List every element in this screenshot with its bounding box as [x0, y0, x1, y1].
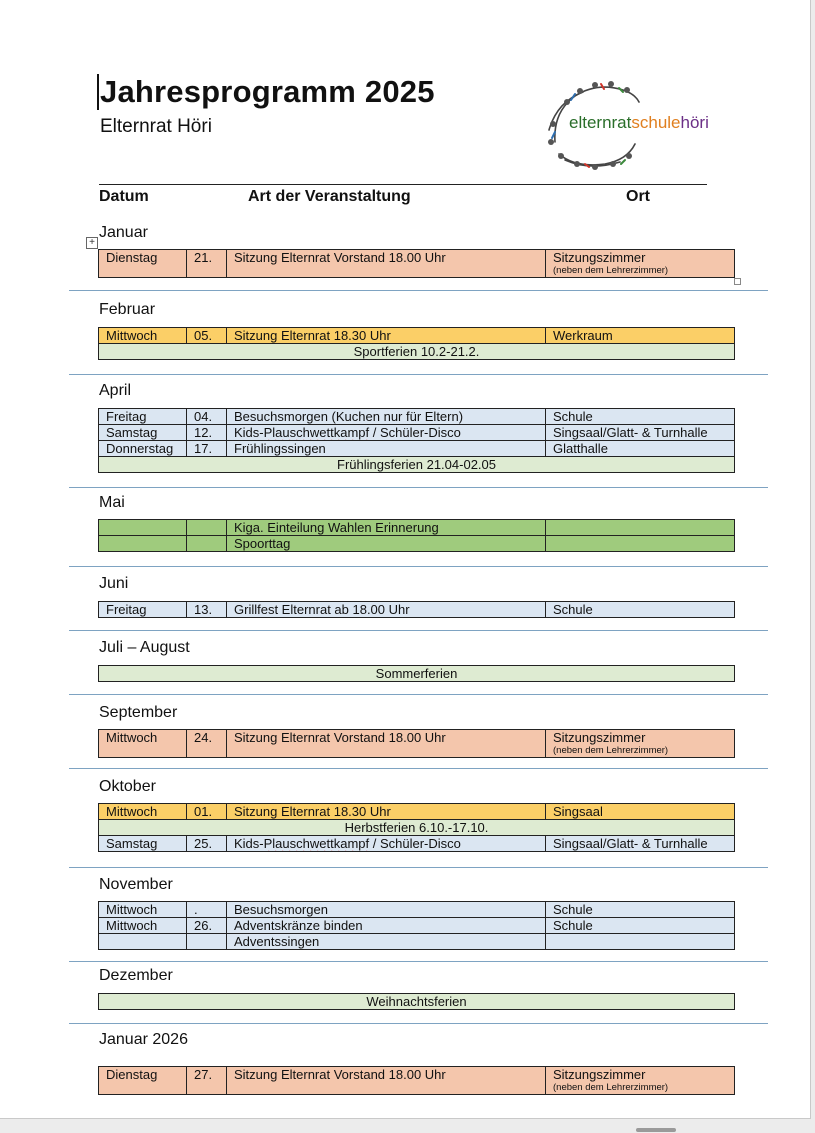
event-location-cell	[546, 1067, 735, 1095]
event-location: Singsaal/Glatt- & Turnhalle	[546, 425, 735, 441]
month-separator	[69, 768, 768, 769]
event-row[interactable]	[99, 409, 735, 425]
event-row[interactable]	[99, 250, 735, 278]
event-day: Donnerstag	[99, 441, 187, 457]
events-table	[98, 993, 735, 1010]
column-header-location: Ort	[626, 188, 650, 205]
event-day	[99, 520, 187, 536]
event-location: Schule	[546, 918, 735, 934]
month-heading: Oktober	[99, 778, 156, 795]
event-title-suffix: . Einteilung Wahlen Erinnerung	[260, 520, 439, 535]
spellcheck-word[interactable]: Plauschwettkampf	[263, 425, 370, 440]
event-row[interactable]	[99, 918, 735, 934]
events-table	[98, 327, 735, 360]
event-title-prefix: Kids-	[234, 836, 264, 851]
event-location: Schule	[546, 409, 735, 425]
holiday-row[interactable]	[99, 344, 735, 360]
event-day: Mittwoch	[99, 328, 187, 344]
event-title	[227, 520, 546, 536]
month-heading: Dezember	[99, 967, 173, 984]
event-location: Schule	[546, 902, 735, 918]
event-location: Schule	[546, 602, 735, 618]
event-location-note: (neben dem Lehrerzimmer)	[553, 265, 669, 276]
event-location: Sitzungszimmer	[553, 250, 646, 265]
table-resize-handle[interactable]	[734, 278, 741, 285]
event-date	[187, 934, 227, 950]
event-title: Spoorttag	[227, 536, 546, 552]
month-heading: Januar	[99, 224, 148, 241]
event-date: .	[187, 902, 227, 918]
event-title-suffix: / Schüler-Disco	[369, 425, 461, 440]
table-move-handle-icon[interactable]: +	[86, 237, 98, 249]
events-table	[98, 803, 735, 852]
events-table	[98, 901, 735, 950]
spellcheck-word[interactable]: Plauschwettkampf	[263, 836, 370, 851]
event-row[interactable]	[99, 602, 735, 618]
logo	[535, 72, 760, 172]
month-separator	[69, 374, 768, 375]
event-day: Dienstag	[99, 1067, 187, 1095]
events-table	[98, 519, 735, 552]
event-date: 24.	[187, 730, 227, 758]
month-separator	[69, 1023, 768, 1024]
event-location: Glatthalle	[546, 441, 735, 457]
month-separator	[69, 630, 768, 631]
event-title: Sitzung Elternrat Vorstand 18.00 Uhr	[227, 250, 546, 278]
events-table	[98, 408, 735, 473]
month-separator	[69, 867, 768, 868]
event-location-note: (neben dem Lehrerzimmer)	[553, 745, 669, 756]
column-header-event: Art der Veranstaltung	[248, 188, 411, 205]
holiday-row[interactable]	[99, 820, 735, 836]
event-location	[546, 934, 735, 950]
events-table	[98, 601, 735, 618]
holiday-label: Weihnachtsferien	[99, 994, 735, 1010]
events-table	[98, 665, 735, 682]
event-title: Grillfest Elternrat ab 18.00 Uhr	[227, 602, 546, 618]
holiday-row[interactable]	[99, 994, 735, 1010]
holiday-label: Frühlingsferien 21.04-02.05	[99, 457, 735, 473]
event-location-cell	[546, 730, 735, 758]
month-heading: Januar 2026	[99, 1031, 188, 1048]
event-day: Mittwoch	[99, 902, 187, 918]
event-location: Singsaal/Glatt- & Turnhalle	[546, 836, 735, 852]
month-separator	[69, 961, 768, 962]
month-separator	[69, 487, 768, 488]
event-day: Dienstag	[99, 250, 187, 278]
event-row[interactable]	[99, 328, 735, 344]
events-table	[98, 729, 735, 758]
logo-text-hoeri: höri	[680, 113, 709, 132]
event-day: Samstag	[99, 836, 187, 852]
event-location: Sitzungszimmer	[553, 730, 646, 745]
event-row[interactable]	[99, 520, 735, 536]
event-title: Sitzung Elternrat 18.30 Uhr	[227, 328, 546, 344]
event-date: 01.	[187, 804, 227, 820]
logo-wordmark	[569, 113, 709, 132]
event-date: 25.	[187, 836, 227, 852]
document-subtitle: Elternrat Höri	[100, 116, 212, 137]
event-date: 26.	[187, 918, 227, 934]
event-day: Mittwoch	[99, 918, 187, 934]
month-heading: November	[99, 876, 173, 893]
event-location-note: (neben dem Lehrerzimmer)	[553, 1082, 669, 1093]
event-location: Singsaal	[546, 804, 735, 820]
event-title: Sitzung Elternrat Vorstand 18.00 Uhr	[227, 1067, 546, 1095]
event-row[interactable]	[99, 804, 735, 820]
event-day: Mittwoch	[99, 730, 187, 758]
event-date	[187, 520, 227, 536]
event-row[interactable]	[99, 536, 735, 552]
event-date: 17.	[187, 441, 227, 457]
event-row[interactable]	[99, 1067, 735, 1095]
event-date	[187, 536, 227, 552]
event-location-cell	[546, 250, 735, 278]
event-title: Sitzung Elternrat 18.30 Uhr	[227, 804, 546, 820]
month-heading: September	[99, 704, 178, 721]
event-date: 04.	[187, 409, 227, 425]
events-table	[98, 1066, 735, 1095]
logo-text-schule: schule	[631, 113, 681, 132]
event-location: Werkraum	[546, 328, 735, 344]
header-rule	[99, 184, 707, 185]
month-heading: April	[99, 382, 132, 399]
event-date: 05.	[187, 328, 227, 344]
event-date: 21.	[187, 250, 227, 278]
event-day: Samstag	[99, 425, 187, 441]
month-separator	[69, 694, 768, 695]
event-title	[227, 836, 546, 852]
holiday-label: Sommerferien	[99, 666, 735, 682]
event-title: Adventskränze binden	[227, 918, 546, 934]
event-title	[227, 425, 546, 441]
holiday-row[interactable]	[99, 457, 735, 473]
events-table	[98, 249, 735, 278]
event-title: Sitzung Elternrat Vorstand 18.00 Uhr	[227, 730, 546, 758]
event-day: Freitag	[99, 409, 187, 425]
column-header-date: Datum	[99, 188, 149, 205]
spellcheck-word[interactable]: Kiga	[234, 520, 261, 535]
event-date: 13.	[187, 602, 227, 618]
event-row[interactable]	[99, 836, 735, 852]
event-row[interactable]	[99, 425, 735, 441]
event-title: Adventssingen	[227, 934, 546, 950]
month-separator	[69, 290, 768, 291]
event-day	[99, 934, 187, 950]
month-heading: Juni	[99, 575, 129, 592]
event-day	[99, 536, 187, 552]
event-row[interactable]	[99, 934, 735, 950]
event-title: Frühlingssingen	[227, 441, 546, 457]
horizontal-scrollbar-thumb[interactable]	[636, 1128, 676, 1132]
event-location	[546, 520, 735, 536]
event-location	[546, 536, 735, 552]
event-day: Freitag	[99, 602, 187, 618]
text-cursor	[97, 74, 99, 110]
event-date: 27.	[187, 1067, 227, 1095]
event-title: Besuchsmorgen (Kuchen nur für Eltern)	[227, 409, 546, 425]
event-row[interactable]	[99, 730, 735, 758]
event-row[interactable]	[99, 441, 735, 457]
month-heading: Juli – August	[99, 639, 190, 656]
event-row[interactable]	[99, 902, 735, 918]
logo-text-elternrat: elternrat	[569, 113, 632, 132]
holiday-label: Sportferien 10.2-21.2.	[99, 344, 735, 360]
event-title-suffix: / Schüler-Disco	[369, 836, 461, 851]
event-date: 12.	[187, 425, 227, 441]
event-title: Besuchsmorgen	[227, 902, 546, 918]
holiday-label: Herbstferien 6.10.-17.10.	[99, 820, 735, 836]
holiday-row[interactable]	[99, 666, 735, 682]
event-location: Sitzungszimmer	[553, 1067, 646, 1082]
month-heading: Mai	[99, 494, 125, 511]
event-title-prefix: Kids-	[234, 425, 264, 440]
month-heading: Februar	[99, 301, 156, 318]
document-title: Jahresprogramm 2025	[100, 74, 435, 109]
event-day: Mittwoch	[99, 804, 187, 820]
month-separator	[69, 566, 768, 567]
